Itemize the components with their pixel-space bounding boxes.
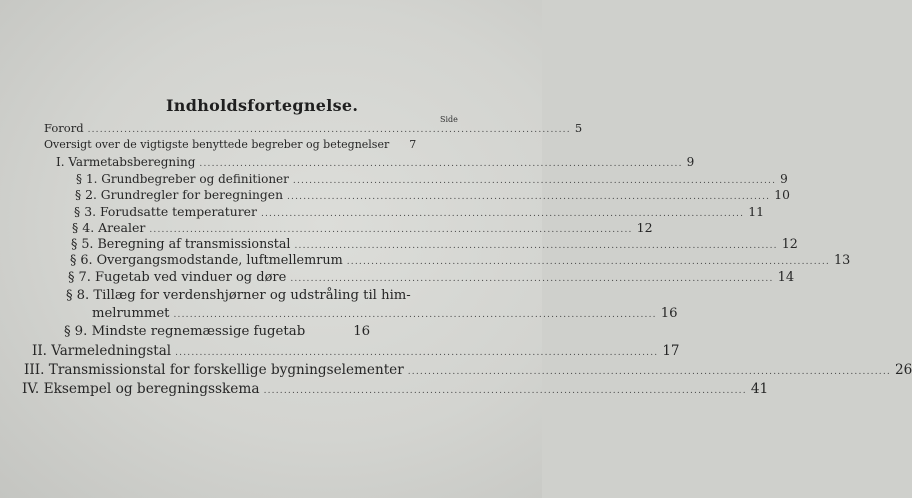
dot-leader: .......................................................................................................................	[173, 310, 657, 320]
section-mark: §	[66, 288, 73, 303]
toc-entry-page: 16	[353, 324, 371, 339]
toc-entry-page: 10	[774, 188, 790, 202]
toc-entry-page: 7	[409, 138, 417, 151]
toc-entry-page: 26	[894, 362, 912, 378]
toc-entry-label: 8. Tillæg for verdenshjørner og udstråling til him-	[76, 288, 411, 303]
dot-leader: .......................................................................................................................	[260, 209, 745, 219]
toc-entry-page: 9	[686, 155, 695, 169]
toc-entry-page: 11	[748, 204, 764, 219]
toc-entry-label: 1. Grundbegreber og definitioner	[86, 172, 289, 186]
section-mark: §	[75, 188, 82, 202]
toc-entry-forord	[44, 121, 583, 135]
toc-entry-page: 41	[750, 381, 769, 397]
toc-entry-label: 2. Grundregler for beregningen	[85, 188, 283, 202]
toc-entry-section-9	[64, 324, 490, 339]
toc-entry-page: 5	[574, 121, 583, 135]
toc-entry-continuation: melrummet	[92, 306, 170, 321]
dot-leader: .......................................................................................................................	[292, 176, 777, 186]
section-mark: §	[68, 270, 75, 285]
dot-leader: .......................................................................................................................	[199, 159, 683, 169]
toc-entry-label: II. Varmeledningstal	[32, 343, 172, 359]
toc-entry-chapter-4	[22, 381, 769, 397]
toc-entry-label: III. Transmissionstal for forskellige bygningselementer	[24, 362, 404, 378]
toc-entry-label: I. Varmetabsberegning	[56, 155, 196, 169]
toc-entry-section-4	[72, 220, 653, 235]
toc-heading: Indholdsfortegnelse.	[166, 96, 359, 115]
toc-entry-chapter-3	[24, 362, 912, 378]
section-mark: §	[64, 324, 71, 339]
toc-entry-page: 17	[662, 343, 680, 359]
toc-entry-section-1	[76, 172, 788, 186]
toc-entry-label: 4. Arealer	[82, 220, 146, 235]
toc-entry-oversigt	[44, 138, 468, 151]
toc-entry-section-8-line-1	[66, 288, 411, 303]
dot-leader: .......................................................................................................................	[263, 386, 747, 396]
toc-entry-section-5	[71, 236, 798, 251]
toc-entry-label: 3. Forudsatte temperaturer	[84, 204, 257, 219]
toc-entry-page: 12	[781, 236, 798, 251]
toc-entry-page: 16	[660, 306, 678, 321]
toc-entry-label: 5. Beregning af transmissionstal	[81, 236, 291, 251]
dot-leader: .......................................................................................................................	[346, 257, 830, 267]
dot-leader: .......................................................................................................................	[149, 225, 633, 235]
toc-entry-chapter-1	[56, 155, 695, 169]
dot-leader: .......................................................................................................................	[294, 241, 778, 251]
toc-entry-section-6	[70, 253, 851, 268]
toc-entry-section-3	[74, 204, 764, 219]
toc-entry-page: 12	[636, 220, 653, 235]
dot-leader: .......................................................................................................................	[290, 274, 774, 284]
toc-entry-label: IV. Eksempel og beregningsskema	[22, 381, 260, 397]
toc-entry-page: 9	[780, 172, 788, 186]
section-mark: §	[72, 220, 79, 235]
toc-entry-label: Oversigt over de vigtigste benyttede begreber og betegnelser	[44, 138, 390, 151]
section-mark: §	[71, 236, 78, 251]
toc-entry-section-2	[75, 188, 790, 202]
dot-leader: .......................................................................................................................	[87, 125, 571, 135]
toc-entry-section-7	[68, 270, 795, 285]
page-column-label: Side	[440, 115, 458, 124]
dot-leader: .......................................................................................................................	[407, 367, 891, 377]
dot-leader: .......................................................................................................................	[287, 192, 771, 202]
section-mark: §	[76, 172, 82, 186]
toc-entry-page: 14	[777, 270, 795, 285]
toc-entry-chapter-2	[32, 343, 680, 359]
section-mark: §	[74, 204, 81, 219]
toc-entry-label: 6. Overgangsmodstande, luftmellemrum	[80, 253, 343, 268]
toc-entry-page: 13	[834, 253, 851, 268]
dot-leader: .......................................................................................................................	[175, 348, 659, 358]
section-mark: §	[70, 253, 77, 268]
toc-entry-label: 7. Fugetab ved vinduer og døre	[78, 270, 287, 285]
toc-entry-label: 9. Mindste regnemæssige fugetab	[74, 324, 306, 339]
toc-entry-label: Forord	[44, 121, 84, 135]
toc-entry-section-8-line-2	[92, 306, 678, 321]
